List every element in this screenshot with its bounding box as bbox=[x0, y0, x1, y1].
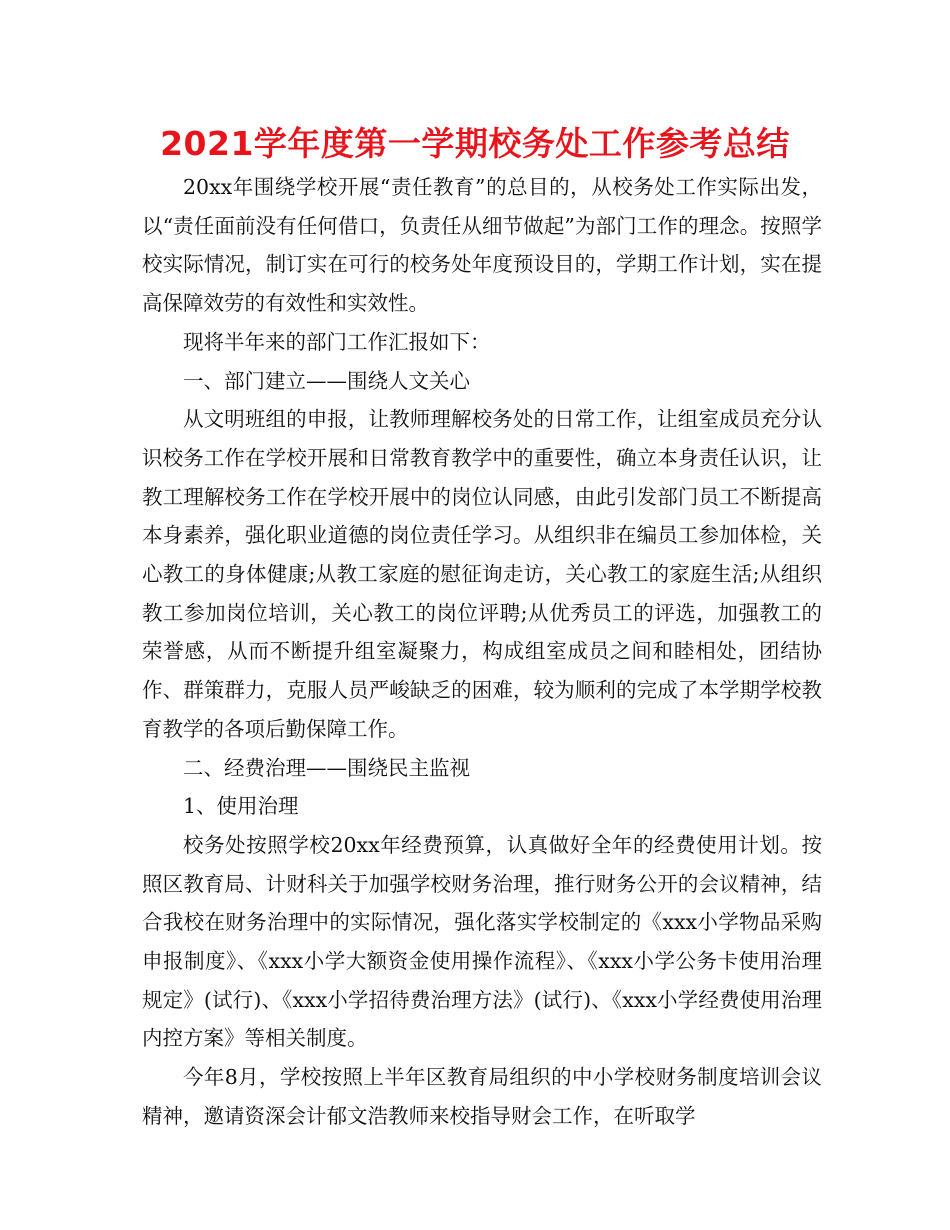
paragraph-august: 今年8月，学校按照上半年区教育局组织的中小学校财务制度培训会议精神，邀请资深会计郁文浩教师来校指导财会工作，在听取学 bbox=[142, 1065, 822, 1128]
section-heading-2: 二、经费治理——围绕民主监视 bbox=[183, 755, 470, 780]
paragraph-report-lead: 现将半年来的部门工作汇报如下： bbox=[183, 329, 491, 354]
section-heading-1: 一、部门建立——围绕人文关心 bbox=[183, 368, 470, 393]
paragraph-funds: 校务处按照学校20xx年经费预算，认真做好全年的经费使用计划。按照区教育局、计财科关于加强学校财务治理，推行财务公开的会议精神，结合我校在财务治理中的实际情况，强化落实学校制定的《xxx小学物品采购申报制度》、《xxx小学大额资金使用操作流程》、《xxx小学公务卡使用治理规定》(试行)、《xxx小学招待费治理方法》(试行)、《xxx小学经费使用治理内控方案》等相关制度。 bbox=[142, 832, 822, 1051]
paragraph-department: 从文明班组的申报，让教师理解校务处的日常工作，让组室成员充分认识校务工作在学校开展和日常教育教学中的重要性，确立本身责任认识，让教工理解校务工作在学校开展中的岗位认同感，由此引发部门员工不断提高本身素养，强化职业道德的岗位责任学习。从组织非在编员工参加体检，关心教工的身体健康;从教工家庭的慰征询走访，关心教工的家庭生活;从组织教工参加岗位培训，关心教工的岗位评聘;从优秀员工的评选，加强教工的荣誉感，从而不断提升组室凝聚力，构成组室成员之间和睦相处，团结协作、群策群力，克服人员严峻缺乏的困难，较为顺利的完成了本学期学校教育教学的各项后勤保障工作。 bbox=[142, 407, 822, 741]
subsection-heading-1: 1、使用治理 bbox=[183, 794, 299, 819]
document-title: 2021学年度第一学期校务处工作参考总结 bbox=[160, 124, 790, 163]
document-body bbox=[142, 168, 822, 1136]
paragraph-intro: 20xx年围绕学校开展“责任教育”的总目的，从校务处工作实际出发，以“责任面前没有任何借口，负责任从细节做起”为部门工作的理念。按照学校实际情况，制订实在可行的校务处年度预设目的，学期工作计划，实在提高保障效劳的有效性和实效性。 bbox=[142, 175, 822, 316]
